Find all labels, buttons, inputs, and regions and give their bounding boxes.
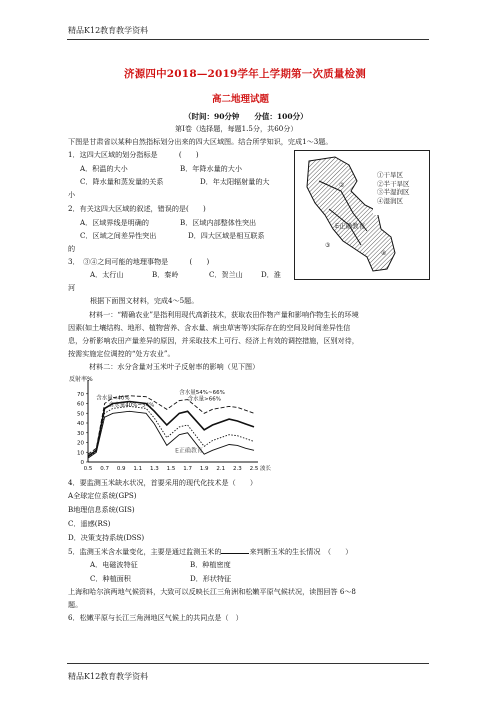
chart-x-tick-label: 1.3 bbox=[150, 466, 159, 472]
chart-x-tick-label: 1.1 bbox=[133, 466, 143, 472]
map-legend-item-4: ④湿润区 bbox=[377, 196, 403, 205]
chart-x-tick-label: 2.1 bbox=[216, 466, 226, 472]
chart-y-tick-label: 20 bbox=[77, 440, 84, 447]
reflectance-chart-svg bbox=[68, 374, 278, 474]
q2-option-a: A．区域界线是明确的 bbox=[80, 218, 149, 227]
chart-series-label-1: 含水量<40% bbox=[96, 395, 130, 402]
section-heading: 第Ⅰ卷（选择题，每题1.5分，共60分） bbox=[175, 124, 298, 133]
map-label-4: ④ bbox=[381, 250, 387, 257]
q3-option-a: A．太行山 bbox=[90, 270, 124, 279]
chart-x-tick-label: 0.5 bbox=[83, 466, 93, 472]
q1-option-d-cont: 小 bbox=[68, 190, 76, 199]
chart-y-tick-label: 40 bbox=[77, 421, 84, 427]
material1-line-2: 因素(如土壤结构、地形、植物营养、含水量、病虫草害等)实际存在的空间及时间差异性信 bbox=[68, 323, 351, 332]
q3-option-b: B．秦岭 bbox=[152, 270, 179, 279]
chart-series-line-2 bbox=[88, 402, 254, 457]
page-footer: 精品K12教育教学资料 bbox=[68, 672, 149, 681]
chart-y-tick-label: 70 bbox=[77, 391, 84, 398]
material1-line-4: 按需实施定位调控的“处方农业”。 bbox=[68, 349, 175, 358]
chart-y-label: 反射率% bbox=[69, 376, 93, 383]
material1-line-1: 材料一：“精确农业”是指利用现代高新技术，获取农田作物产量和影响作物生长的环境 bbox=[89, 310, 359, 319]
q2-option-c: C．区域之间差异性突出 bbox=[80, 231, 157, 240]
chart-series-label-3: 含水量54%~66% bbox=[179, 389, 225, 396]
chart-x-tick-label: 1.5 bbox=[166, 466, 176, 472]
map-label-1: ③ bbox=[325, 242, 331, 249]
map-label-2: ② bbox=[339, 182, 345, 189]
q1-stem: 1．这四大区域的划分指标是 ( ) bbox=[68, 150, 199, 159]
chart-x-label: 波长 bbox=[260, 466, 272, 472]
footer-rule bbox=[67, 663, 429, 664]
q2-option-b: B．区域内部整体性突出 bbox=[180, 218, 257, 227]
chart-x-tick-label: 0.7 bbox=[100, 466, 109, 472]
chart-x-tick-label: 0.9 bbox=[116, 466, 126, 472]
q4-option-b: B地理信息系统(GIS) bbox=[68, 505, 135, 514]
q1-option-b: B．年降水量的大小 bbox=[180, 164, 242, 173]
page-header: 精品K12教育教学资料 bbox=[68, 26, 149, 35]
q5-option-a: A．电磁波特征 bbox=[90, 560, 138, 569]
exam-meta: （时间：90分钟 分值：100分） bbox=[184, 112, 308, 121]
intro3-line-2: 题。 bbox=[68, 600, 83, 609]
q4-option-a: A全球定位系统(GPS) bbox=[68, 491, 137, 500]
q4-stem: 4．要监测玉米缺水状况，首要采用的现代化技术是（ ） bbox=[68, 478, 257, 487]
q3-option-c: C．贺兰山 bbox=[209, 270, 243, 279]
chart-x-tick-label: 2.3 bbox=[233, 466, 242, 472]
q2-option-d: D．四大区域是相互联系 bbox=[188, 231, 265, 240]
intro2-text: 根据下面图文材料，完成4～5题。 bbox=[90, 296, 199, 305]
chart-series-label-2: 含水量40%~54% bbox=[108, 402, 155, 409]
header-rule bbox=[67, 39, 429, 40]
chart-y-tick-label: 50 bbox=[77, 411, 84, 418]
chart-x-tick-label: 1.9 bbox=[199, 466, 209, 472]
chart-x-tick-label: 2.5 bbox=[249, 466, 259, 472]
chart-series-line-3 bbox=[88, 406, 254, 457]
map-watermark: E正确教育 bbox=[335, 222, 366, 230]
chart-x-tick-label: 1.7 bbox=[183, 466, 192, 472]
q3-stem: 3． ③④之间可能的地理事物是 ( ) bbox=[68, 257, 210, 266]
q1-option-a: A．积温的大小 bbox=[80, 164, 128, 173]
chart-y-tick-label: 10 bbox=[77, 450, 84, 457]
q5-option-b: B．种植密度 bbox=[190, 560, 231, 569]
q5-stem bbox=[68, 546, 352, 556]
exam-subtitle: 高二地理试题 bbox=[212, 94, 270, 105]
map-legend-item-2: ②半干旱区 bbox=[377, 179, 410, 188]
map-legend bbox=[377, 171, 410, 205]
material2-caption: 材料二：水分含量对玉米叶子反射率的影响（见下图） bbox=[89, 362, 260, 371]
q5-option-d: D．形状特征 bbox=[190, 574, 232, 583]
q5-stem-post: 来判断玉米的生长情况 （ ） bbox=[249, 547, 353, 556]
chart-series-label-4: 含水量>66% bbox=[187, 396, 221, 403]
reflectance-chart bbox=[68, 374, 278, 474]
q1-option-c: C．降水量和蒸发量的关系 bbox=[80, 177, 164, 186]
q6-stem: 6．松嫩平原与长江三角洲地区气候上的共同点是（ ） bbox=[68, 613, 243, 622]
q3-option-d-cont: 河 bbox=[68, 283, 76, 292]
q4-option-d: D．决策支持系统(DSS) bbox=[68, 533, 145, 542]
q2-option-d-cont: 的 bbox=[68, 244, 76, 253]
q2-stem: 2．有关这四大区域的叙述，错误的是( ) bbox=[68, 204, 206, 213]
chart-y-tick-label: 60 bbox=[77, 401, 84, 408]
map-legend-item-1: ①干旱区 bbox=[377, 171, 403, 179]
q1-option-d: D．年太阳辐射量的大 bbox=[200, 177, 270, 186]
chart-y-tick-label: 0 bbox=[80, 460, 84, 466]
map-legend-item-3: ③半湿润区 bbox=[377, 188, 410, 196]
intro3-line-1: 上海和哈尔滨两地气候资料，大致可以反映长江三角洲和松嫩平原气候状况，读图回答 6～8 bbox=[68, 587, 356, 596]
chart-watermark: E正确教育 bbox=[175, 447, 203, 455]
material1-line-3: 息，分析影响农田产量差异的原因，并采取技术上可行、经济上有效的调控措施，区别对待， bbox=[68, 336, 359, 345]
q5-option-c: C．种植面积 bbox=[90, 574, 131, 583]
intro-text: 下图是甘肃省以某种自然指标划分出来的四大区域图。结合所学知识，完成1～3题。 bbox=[68, 137, 333, 146]
gansu-region-map bbox=[294, 150, 430, 280]
q5-blank bbox=[221, 546, 249, 554]
exam-title: 济源四中2018—2019学年上学期第一次质量检测 bbox=[124, 68, 366, 80]
q4-option-c: C．遥感(RS) bbox=[68, 519, 111, 528]
q5-stem-pre: 5．监测玉米含水量变化，主要是通过监测玉米的 bbox=[68, 547, 222, 556]
chart-y-tick-label: 30 bbox=[77, 430, 84, 437]
q3-option-d: D．淮 bbox=[261, 270, 281, 279]
